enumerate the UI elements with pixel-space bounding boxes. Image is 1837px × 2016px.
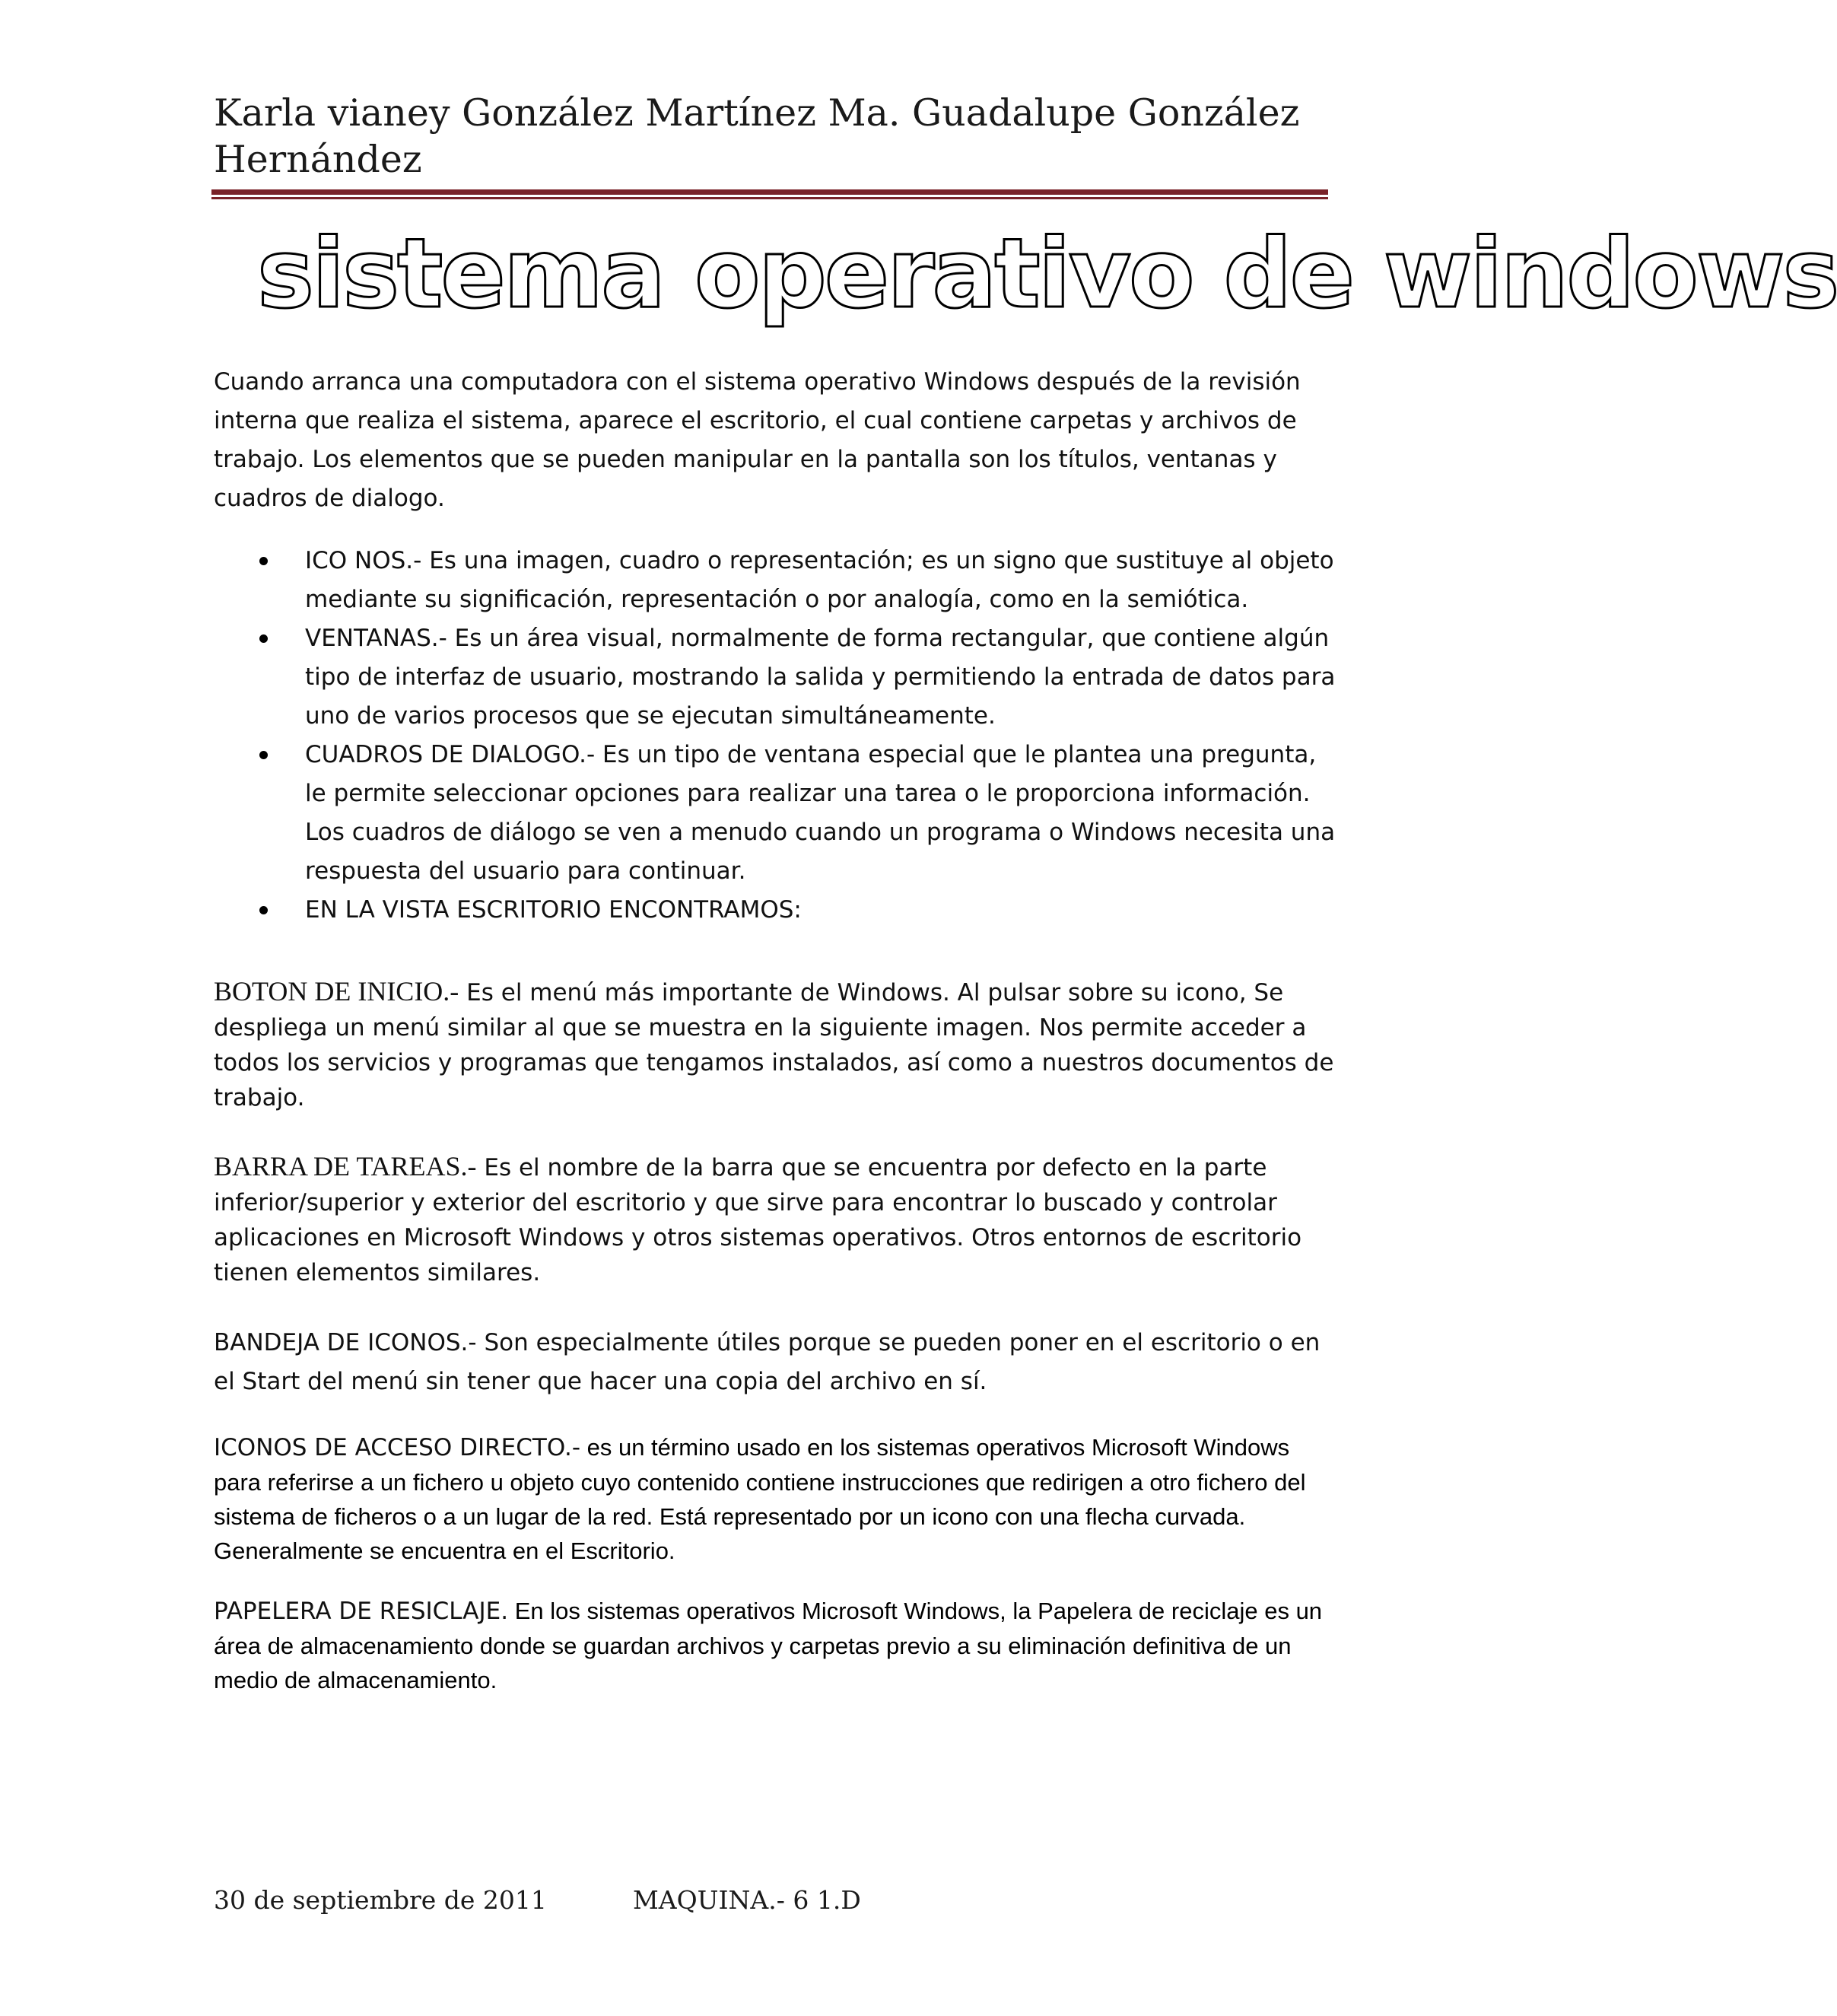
bullet-icon: [259, 906, 268, 914]
bandeja-iconos-paragraph: BANDEJA DE ICONOS.- Son especialmente útiles porque se pueden poner en el escritorio o en el Start del menú sin tener que hacer una copia del archivo en sí.: [214, 1329, 1321, 1395]
intro-paragraph: Cuando arranca una computadora con el sistema operativo Windows después de la revisión interna que realiza el sistema, aparece el escritorio, el cual contiene carpetas y archivos de trabajo. Los elementos que se pueden manipular en la pantalla son los títulos, ventanas y cuadros de dialogo.: [214, 368, 1301, 512]
barra-tareas-paragraph: [214, 1149, 1340, 1290]
document-footer: [214, 1885, 861, 1915]
bullet-icon: [259, 751, 268, 759]
header-divider-thick: [211, 189, 1328, 195]
list-item-text: EN LA VISTA ESCRITORIO ENCONTRAMOS:: [305, 896, 802, 924]
barra-tareas-heading: BARRA DE TAREAS.-: [214, 1151, 477, 1181]
footer-date: 30 de septiembre de 2011: [214, 1885, 547, 1915]
document-header-authors: Karla vianey González Martínez Ma. Guadalupe González Hernández: [214, 91, 1300, 181]
footer-machine: MAQUINA.- 6 1.D: [633, 1885, 861, 1915]
iconos-acceso-text: es un término usado en los sistemas operativos Microsoft Windows para referirse a un fichero u objeto cuyo contenido contiene instrucciones que redirigen a otro fichero del sistema de ficheros o a un lugar de la red. Está representado por un icono con una flecha curvada. Generalmente se encuentra en el Escritorio.: [214, 1434, 1306, 1564]
list-item: [214, 542, 1340, 619]
boton-inicio-text: Es el menú más importante de Windows. Al pulsar sobre su icono, Se despliega un menú similar al que se muestra en la siguiente imagen. Nos permite acceder a todos los servicios y programas que tengamos instalados, así como a nuestros documentos de trabajo.: [214, 979, 1334, 1111]
document-title: sistema operativo de windows: [257, 218, 1837, 329]
list-item: [214, 736, 1340, 891]
list-item-text: ICO NOS.- Es una imagen, cuadro o representación; es un signo que sustituye al objeto mediante su significación, representación o por analogía, como en la semiótica.: [305, 547, 1334, 613]
iconos-acceso-heading: ICONOS DE ACCESO DIRECTO.-: [214, 1434, 580, 1461]
bullet-icon: [259, 634, 268, 643]
barra-tareas-text: Es el nombre de la barra que se encuentra por defecto en la parte inferior/superior y exterior del escritorio y que sirve para encontrar lo buscado y controlar aplicaciones en Microsoft Windows y otros sistemas operativos. Otros entornos de escritorio tienen elementos similares.: [214, 1154, 1302, 1286]
papelera-paragraph: [214, 1594, 1340, 1697]
list-item-text: VENTANAS.- Es un área visual, normalmente de forma rectangular, que contiene algún tipo de interfaz de usuario, mostrando la salida y permitiendo la entrada de datos para uno de varios procesos que se ejecutan simultáneamente.: [305, 625, 1336, 730]
papelera-text: En los sistemas operativos Microsoft Windows, la Papelera de reciclaje es un área de almacenamiento donde se guardan archivos y carpetas previo a su eliminación definitiva de un medio de almacenamiento.: [214, 1598, 1323, 1693]
boton-inicio-paragraph: [214, 974, 1340, 1115]
bullet-icon: [259, 557, 268, 565]
list-item: [214, 619, 1340, 736]
header-divider-thin: [211, 197, 1328, 199]
iconos-acceso-paragraph: [214, 1430, 1340, 1568]
boton-inicio-heading: BOTON DE INICIO.-: [214, 976, 459, 1006]
list-item-text: CUADROS DE DIALOGO.- Es un tipo de ventana especial que le plantea una pregunta, le permite seleccionar opciones para realizar una tarea o le proporciona información. Los cuadros de diálogo se ven a menudo cuando un programa o Windows necesita una respuesta del usuario para continuar.: [305, 741, 1336, 885]
papelera-heading: PAPELERA DE RESICLAJE.: [214, 1598, 509, 1625]
list-item: [214, 891, 1340, 930]
definitions-list: [214, 542, 1340, 930]
